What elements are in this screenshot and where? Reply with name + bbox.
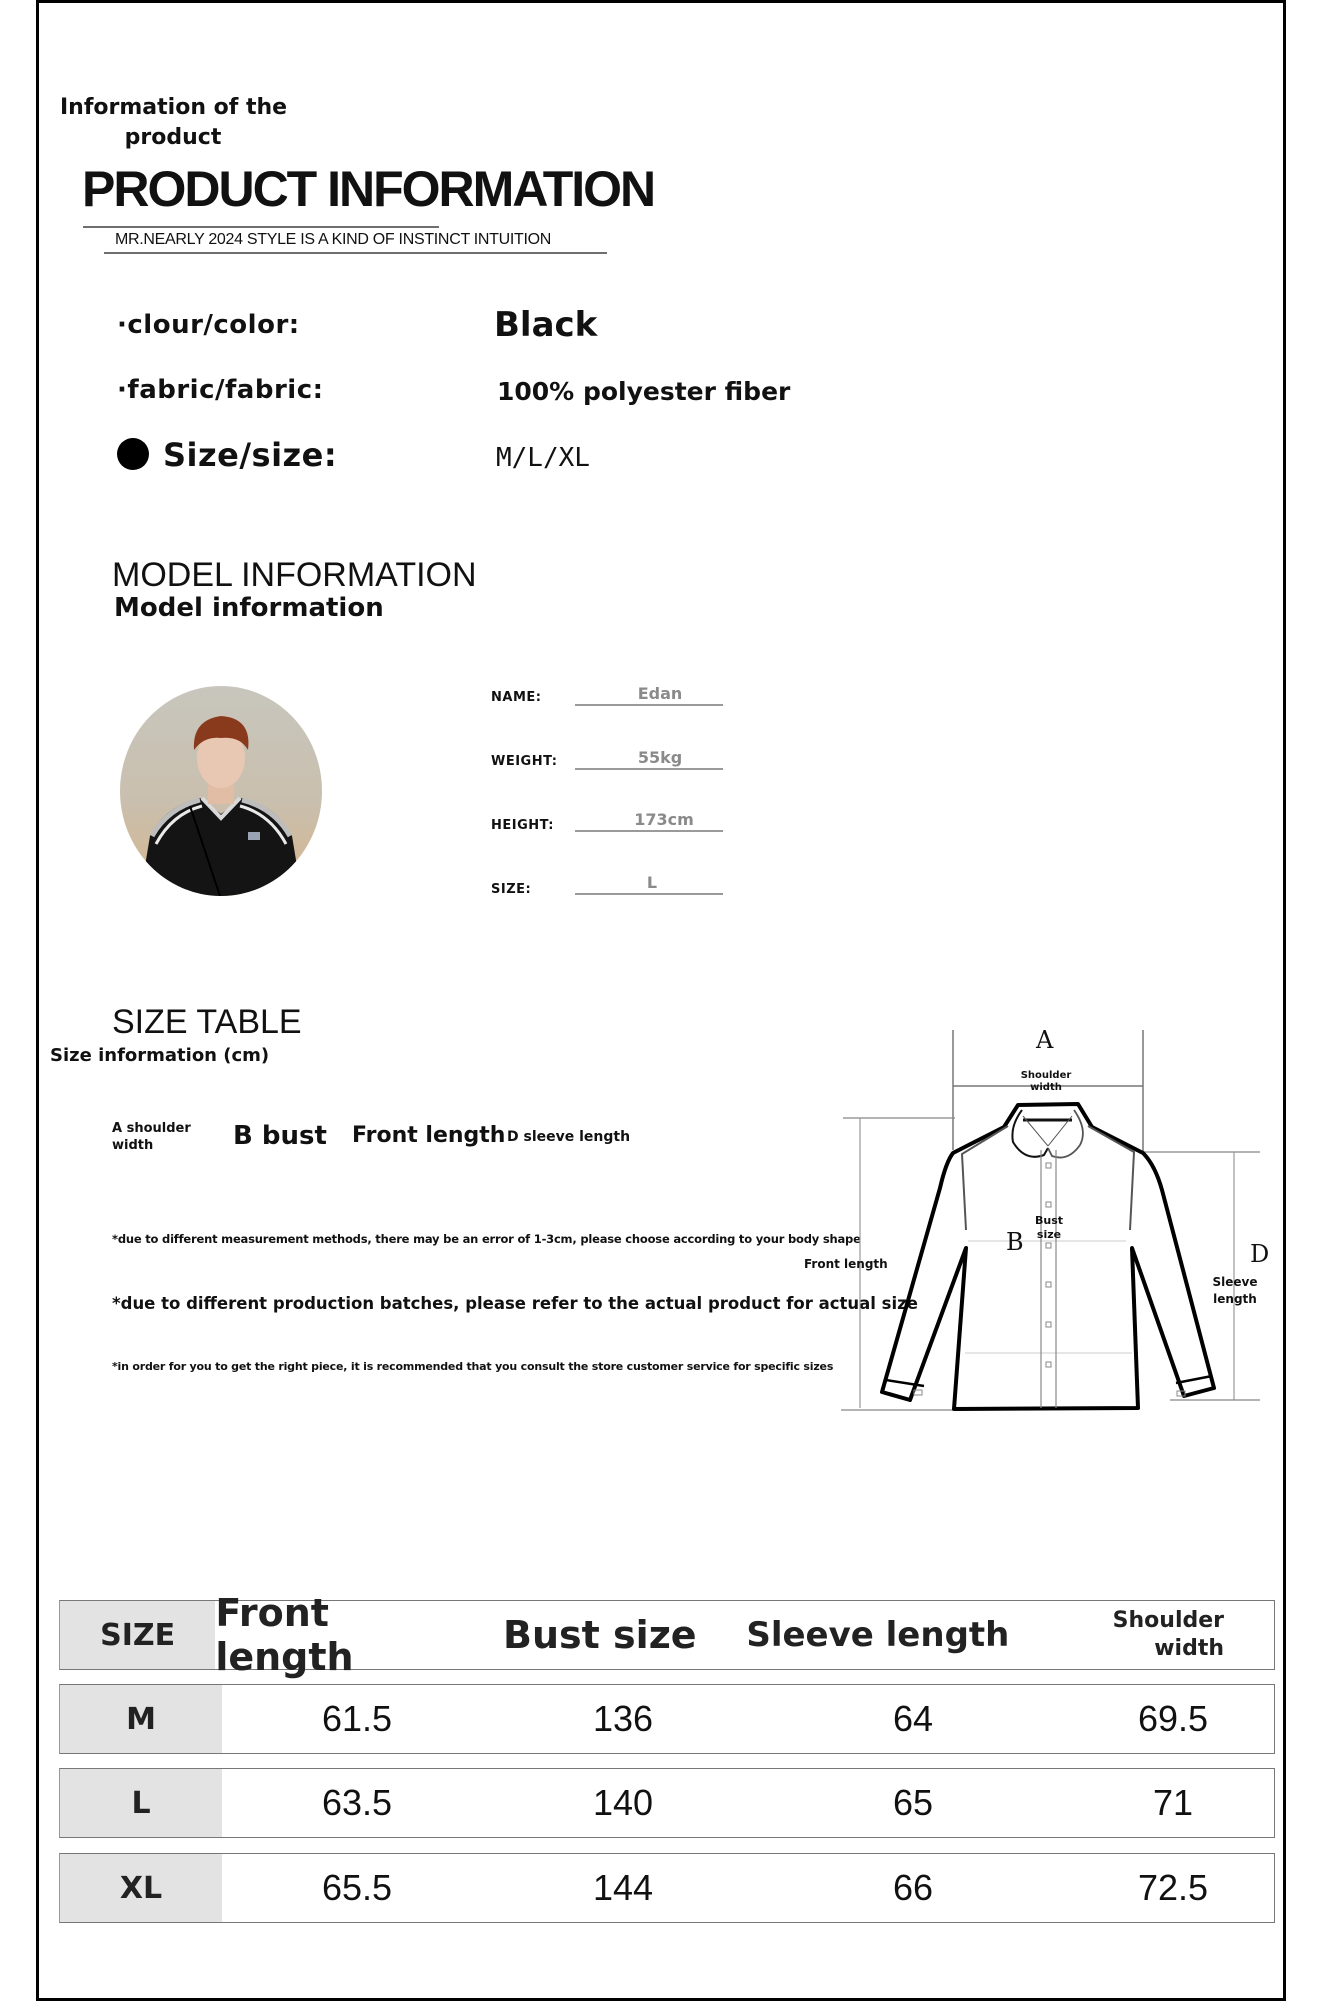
diagram-label-bust bbox=[1032, 1214, 1066, 1242]
model-height-value: 173cm bbox=[634, 810, 694, 829]
subheading bbox=[60, 93, 286, 153]
row-size: L bbox=[60, 1769, 222, 1837]
fabric-label: ·fabric/fabric: bbox=[117, 375, 324, 405]
shirt-diagram bbox=[804, 1026, 1290, 1440]
header-shoulder-width bbox=[1030, 1601, 1274, 1669]
model-name-value: Edan bbox=[637, 684, 683, 703]
row-sleeve-length: 66 bbox=[892, 1867, 934, 1908]
size-section-subtitle: Size information (cm) bbox=[50, 1045, 270, 1066]
model-height-underline bbox=[575, 830, 723, 832]
header-shoulder-line2: width bbox=[1154, 1636, 1224, 1661]
page-title: PRODUCT INFORMATION bbox=[82, 161, 655, 217]
model-size-underline bbox=[575, 893, 723, 895]
note-batches: *due to different production batches, please refer to the actual product for actual size bbox=[112, 1294, 918, 1313]
table-row bbox=[59, 1853, 1275, 1923]
model-photo-icon bbox=[120, 686, 322, 896]
diagram-label-bust-line2: size bbox=[1036, 1228, 1062, 1241]
size-value: M/L/XL bbox=[496, 443, 590, 473]
model-weight-underline bbox=[575, 768, 723, 770]
diagram-label-front-length: Front length bbox=[804, 1257, 888, 1271]
legend-c: Front length bbox=[352, 1123, 506, 1148]
header-sleeve-length: Sleeve length bbox=[746, 1615, 1010, 1655]
row-sleeve-length: 64 bbox=[892, 1698, 934, 1739]
row-sleeve-length: 65 bbox=[892, 1782, 934, 1823]
model-section-title: MODEL INFORMATION bbox=[112, 556, 477, 594]
row-size: M bbox=[60, 1685, 222, 1753]
row-shoulder-width: 69.5 bbox=[1137, 1698, 1209, 1739]
header-size: SIZE bbox=[60, 1601, 215, 1669]
note-customer-service: *in order for you to get the right piece, it is recommended that you consult the store customer service for specific sizes bbox=[112, 1360, 834, 1373]
table-row bbox=[59, 1768, 1275, 1838]
diagram-label-shoulder bbox=[1016, 1070, 1076, 1094]
diagram-label-sleeve bbox=[1210, 1274, 1260, 1308]
diagram-letter-b: B bbox=[1006, 1228, 1024, 1256]
model-weight-label: WEIGHT: bbox=[491, 754, 558, 769]
subheading-line1: Information of the bbox=[60, 95, 288, 120]
note-measurement: *due to different measurement methods, there may be an error of 1-3cm, please choose according to your body shape bbox=[112, 1232, 861, 1246]
row-shoulder-width: 72.5 bbox=[1137, 1867, 1209, 1908]
legend-b: B bust bbox=[233, 1121, 327, 1151]
row-front-length: 65.5 bbox=[321, 1867, 393, 1908]
legend-a-line2: width bbox=[112, 1138, 154, 1153]
diagram-label-sleeve-line1: Sleeve bbox=[1212, 1275, 1258, 1289]
diagram-label-shoulder-line1: Shoulder bbox=[1020, 1070, 1072, 1081]
legend-d: D sleeve length bbox=[507, 1129, 631, 1145]
legend-a bbox=[112, 1120, 191, 1154]
size-label-row bbox=[117, 436, 337, 474]
model-name-label: NAME: bbox=[491, 690, 542, 705]
model-size-label: SIZE: bbox=[491, 882, 532, 897]
row-front-length: 63.5 bbox=[321, 1782, 393, 1823]
row-size: XL bbox=[60, 1854, 222, 1922]
diagram-letter-a: A bbox=[1036, 1026, 1054, 1054]
diagram-letter-d: D bbox=[1250, 1240, 1270, 1268]
model-size-value: L bbox=[646, 873, 658, 892]
row-bust-size: 144 bbox=[592, 1867, 654, 1908]
size-section-title: SIZE TABLE bbox=[112, 1003, 302, 1041]
row-bust-size: 140 bbox=[592, 1782, 654, 1823]
header-bust-size: Bust size bbox=[503, 1613, 697, 1657]
model-section-subtitle: Model information bbox=[114, 593, 384, 623]
title-rule-top bbox=[83, 226, 439, 228]
subheading-line2: product bbox=[124, 125, 222, 150]
size-label: Size/size: bbox=[163, 436, 338, 474]
model-avatar bbox=[120, 686, 322, 896]
row-bust-size: 136 bbox=[592, 1698, 654, 1739]
model-weight-value: 55kg bbox=[637, 748, 683, 767]
model-name-underline bbox=[575, 704, 723, 706]
fabric-value: 100% polyester fiber bbox=[497, 377, 791, 406]
header-shoulder-line1: Shoulder bbox=[1112, 1608, 1224, 1633]
row-shoulder-width: 71 bbox=[1152, 1782, 1194, 1823]
color-label: ·clour/color: bbox=[117, 310, 300, 340]
diagram-label-shoulder-line2: width bbox=[1030, 1082, 1062, 1093]
bullet-dot-icon bbox=[117, 438, 149, 470]
title-rule-bottom bbox=[104, 252, 607, 254]
table-header-row bbox=[59, 1591, 1275, 1679]
model-height-label: HEIGHT: bbox=[491, 818, 555, 833]
row-front-length: 61.5 bbox=[321, 1698, 393, 1739]
table-row bbox=[59, 1684, 1275, 1754]
legend-a-line1: A shoulder bbox=[112, 1121, 191, 1136]
color-value: Black bbox=[494, 305, 598, 345]
header-front-length: Front length bbox=[215, 1591, 354, 1679]
tagline: MR.NEARLY 2024 STYLE IS A KIND OF INSTINCT INTUITION bbox=[115, 231, 552, 248]
diagram-label-sleeve-line2: length bbox=[1213, 1292, 1257, 1306]
diagram-label-bust-line1: Bust bbox=[1034, 1214, 1064, 1227]
